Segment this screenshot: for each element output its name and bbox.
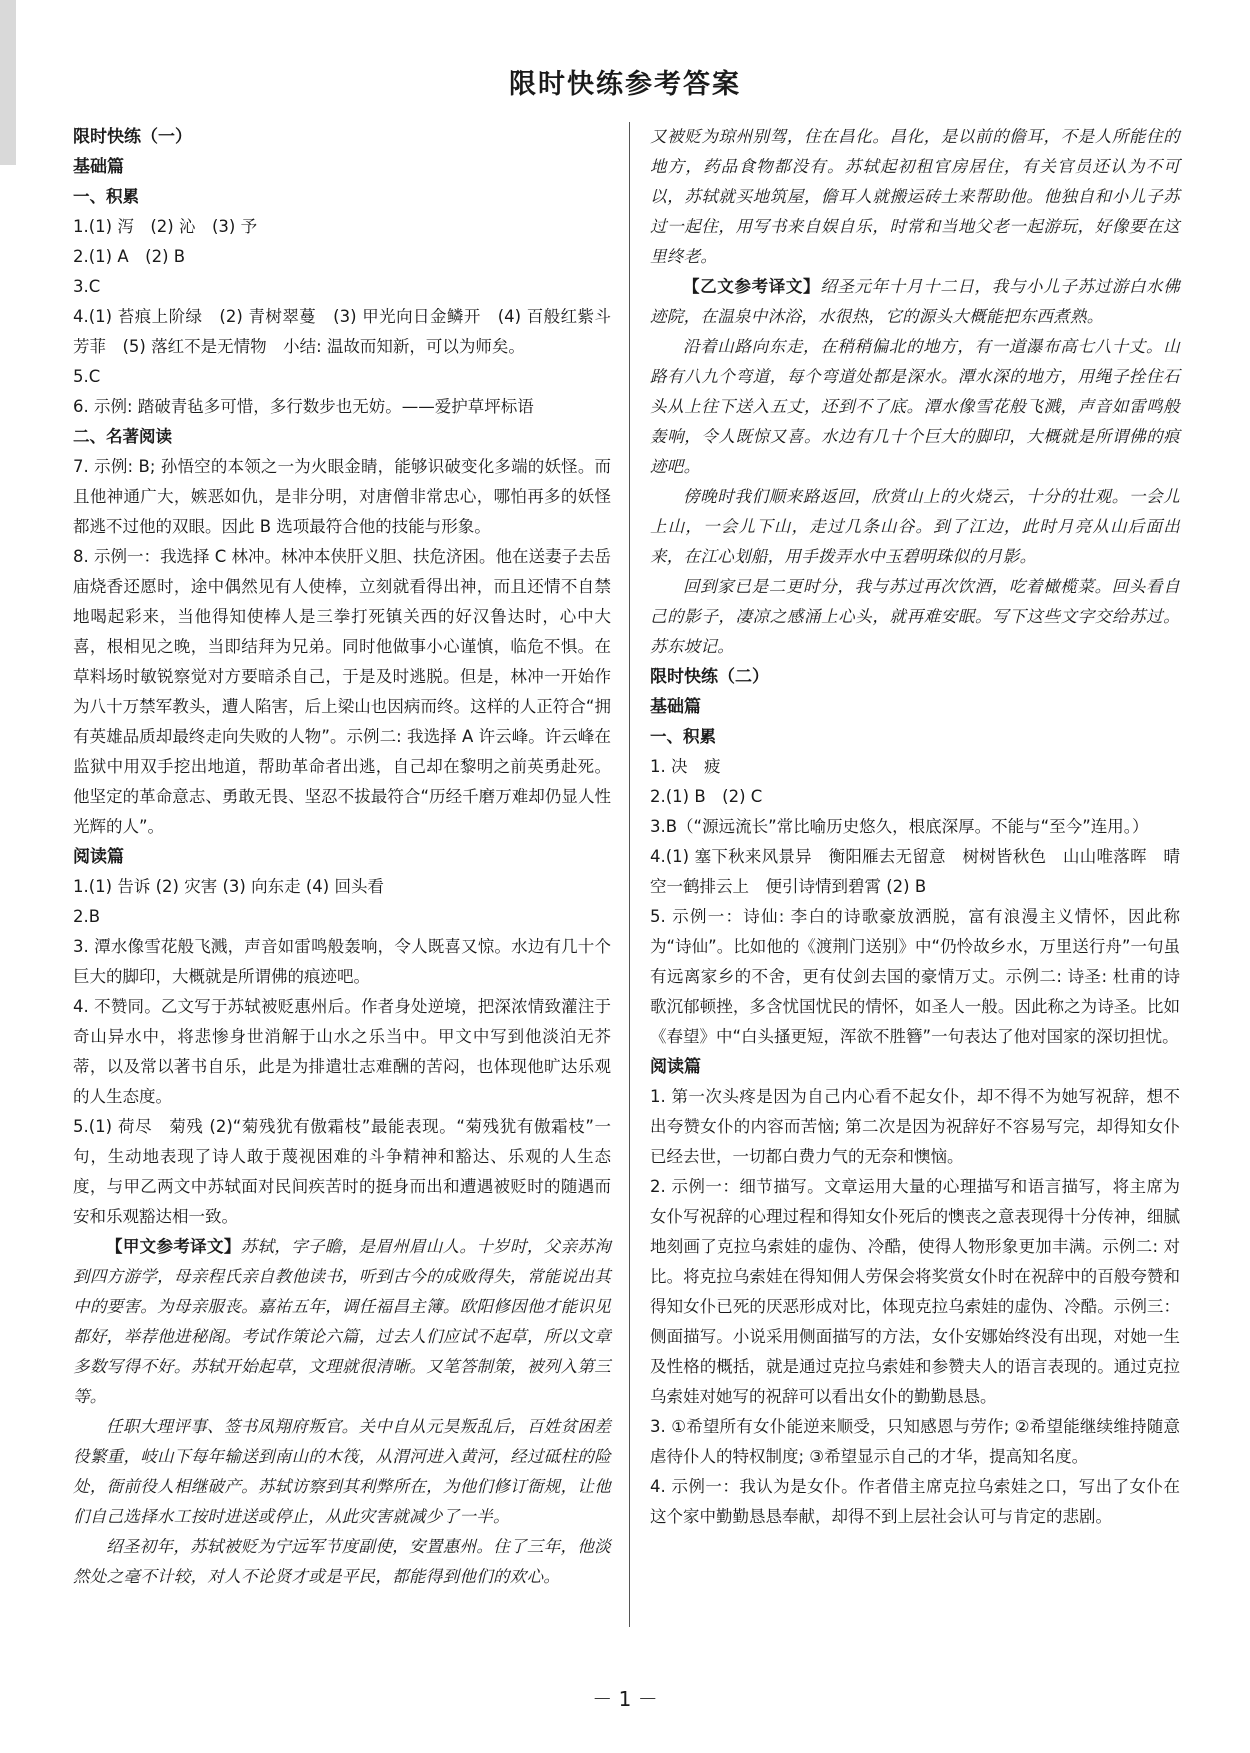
right-column — [650, 122, 1180, 1532]
page-number: － 1 － — [592, 1687, 658, 1711]
reading-answer-1: 1.(1) 告诉 (2) 灾害 (3) 向东走 (4) 回头看 — [73, 877, 384, 896]
part2-section-accumulate: 一、积累 — [650, 727, 716, 746]
part1-heading: 限时快练（一） — [73, 127, 192, 147]
page-title: 限时快练参考答案 — [509, 69, 741, 100]
jia-translation-p1: 【甲文参考译文】苏轼，字子瞻，是眉州眉山人。十岁时，父亲苏洵到四方游学，母亲程氏亲自教他读书，听到古今的成败得失，常能说出其中的要害。为母亲服丧。嘉祐五年，调任福昌主簿。欧阳修因他才能识见都好，举荐他进秘阁。考试作策论六篇，过去人们应试不起草，所以文章多数写得不好。苏轼开始起草，文理就很清晰。又笔答制策，被列入第三等。 — [73, 1237, 611, 1406]
jia-translation-continued: 又被贬为琼州别驾，住在昌化。昌化，是以前的儋耳，不是人所能住的地方，药品食物都没有。苏轼起初租官房居住，有关官员还认为不可以，苏轼就买地筑屋，儋耳人就搬运砖土来帮助他。他独自和小儿子苏过一起住，用写书来自娱自乐，时常和当地父老一起游玩，好像要在这里终老。 — [650, 127, 1180, 266]
part2-answer-2: 2.(1) B (2) C — [650, 787, 763, 806]
part2-reading-answer-1: 1. 第一次头疼是因为自己内心看不起女仆，却不得不为她写祝辞，想不出夸赞女仆的内容而苦恼; 第二次是因为祝辞好不容易写完，却得知女仆已经去世，一切都白费力气的无奈和懊恼。 — [650, 1087, 1180, 1166]
section-accumulate: 一、积累 — [73, 187, 139, 206]
part2-reading-answer-4: 4. 示例一：我认为是女仆。作者借主席克拉乌索娃之口，写出了女仆在这个家中勤勤恳恳奉献，却得不到上层社会认可与肯定的悲剧。 — [650, 1477, 1180, 1526]
answer-4: 4.(1) 苔痕上阶绿 (2) 青树翠蔓 (3) 甲光向日金鳞开 (4) 百般红紫斗芳菲 (5) 落红不是无情物 小结: 温故而知新，可以为师矣。 — [73, 307, 611, 356]
answer-2: 2.(1) A (2) B — [73, 247, 186, 266]
part2-answer-5: 5. 示例一：诗仙: 李白的诗歌豪放洒脱，富有浪漫主义情怀，因此称为“诗仙”。比如他的《渡荆门送别》中“仍怜故乡水，万里送行舟”一句虽有远离家乡的不舍，更有仗剑去国的豪情万丈。示例二: 诗圣: 杜甫的诗歌沉郁顿挫，多含忧国忧民的情怀，如圣人一般。因此称之为诗圣。比如《春望》中“白头搔更短，浑欲不胜簪”一句表达了他对国家的深切担忧。 — [650, 907, 1180, 1046]
part2-reading-heading: 阅读篇 — [650, 1057, 701, 1077]
answer-3: 3.C — [73, 277, 101, 296]
column-divider — [629, 122, 630, 1627]
yi-translation-p3: 傍晚时我们顺来路返回，欣赏山上的火烧云，十分的壮观。一会儿上山，一会儿下山，走过几条山谷。到了江边，此时月亮从山后面出来，在江心划船，用手拨弄水中玉碧明珠似的月影。 — [650, 487, 1180, 566]
reading-answer-4: 4. 不赞同。乙文写于苏轼被贬惠州后。作者身处逆境，把深浓情致灌注于奇山异水中，将悲惨身世消解于山水之乐当中。甲文中写到他淡泊无芥蒂，以及常以著书自乐，此是为排遣壮志难酬的苦闷，也体现他旷达乐观的人生态度。 — [73, 997, 611, 1106]
answer-7: 7. 示例: B; 孙悟空的本领之一为火眼金睛，能够识破变化多端的妖怪。而且他神通广大，嫉恶如仇，是非分明，对唐僧非常忠心，哪怕再多的妖怪都逃不过他的双眼。因此 B 选项最符合他的技能与形象。 — [73, 457, 611, 536]
yi-translation-label: 【乙文参考译文】 — [683, 277, 821, 296]
reading-answer-3: 3. 潭水像雪花般飞溅，声音如雷鸣般轰响，令人既喜又惊。水边有几十个巨大的脚印，大概就是所谓佛的痕迹吧。 — [73, 937, 611, 986]
section-classics: 二、名著阅读 — [73, 427, 172, 446]
answer-1: 1.(1) 泻 (2) 沁 (3) 予 — [73, 217, 258, 236]
part2-basic-heading: 基础篇 — [650, 697, 701, 717]
reading-answer-2: 2.B — [73, 907, 101, 926]
part1-basic-heading: 基础篇 — [73, 157, 124, 177]
part2-answer-1: 1. 决 疲 — [650, 757, 721, 776]
left-column — [73, 122, 611, 1592]
yi-translation-p1: 【乙文参考译文】绍圣元年十月十二日，我与小儿子苏过游白水佛迹院，在温泉中沐浴，水很热，它的源头大概能把东西煮熟。 — [650, 277, 1180, 326]
answer-6: 6. 示例: 踏破青毡多可惜，多行数步也无妨。——爱护草坪标语 — [73, 397, 534, 416]
answer-5: 5.C — [73, 367, 101, 386]
yi-translation-p4: 回到家已是二更时分，我与苏过再次饮酒，吃着橄榄菜。回头看自己的影子，凄凉之感涌上心头，就再难安眠。写下这些文字交给苏过。苏东坡记。 — [650, 577, 1180, 656]
part2-reading-answer-2: 2. 示例一：细节描写。文章运用大量的心理描写和语言描写，将主席为女仆写祝辞的心理过程和得知女仆死后的懊丧之意表现得十分传神，细腻地刻画了克拉乌索娃的虚伪、冷酷，使得人物形象更加丰满。示例二: 对比。将克拉乌索娃在得知佣人劳保会将奖赏女仆时在祝辞中的百般夸赞和得知女仆已死的厌恶形成对比，体现克拉乌索娃的虚伪、冷酷。示例三：侧面描写。小说采用侧面描写的方法，女仆安娜始终没有出现，对她一生及性格的概括，就是通过克拉乌索娃和参赞夫人的语言表现的。通过克拉乌索娃对她写的祝辞可以看出女仆的勤勤恳恳。 — [650, 1177, 1180, 1406]
yi-translation-p2: 沿着山路向东走，在稍稍偏北的地方，有一道瀑布高七八十丈。山路有八九个弯道，每个弯道处都是深水。潭水深的地方，用绳子拴住石头从上往下送入五丈，还到不了底。潭水像雪花般飞溅，声音如雷鸣般轰响，令人既惊又喜。水边有几十个巨大的脚印，大概就是所谓佛的痕迹吧。 — [650, 337, 1180, 476]
part2-answer-4: 4.(1) 塞下秋来风景异 衡阳雁去无留意 树树皆秋色 山山唯落晖 晴空一鹤排云上 便引诗情到碧霄 (2) B — [650, 847, 1180, 896]
part2-heading: 限时快练（二） — [650, 667, 769, 687]
jia-translation-p3: 绍圣初年，苏轼被贬为宁远军节度副使，安置惠州。住了三年，他淡然处之毫不计较，对人不论贤才或是平民，都能得到他们的欢心。 — [73, 1537, 611, 1586]
part2-answer-3: 3.B（“源远流长”常比喻历史悠久，根底深厚。不能与“至今”连用。） — [650, 817, 1149, 836]
jia-translation-p2: 任职大理评事、签书凤翔府叛官。关中自从元昊叛乱后，百姓贫困差役繁重，岐山下每年输送到南山的木筏，从渭河进入黄河，经过砥柱的险处，衙前役人相继破产。苏轼访察到其利弊所在，为他们修订衙规，让他们自己选择水工按时进送或停止，从此灾害就减少了一半。 — [73, 1417, 611, 1526]
jia-translation-label: 【甲文参考译文】 — [106, 1237, 241, 1256]
answer-8: 8. 示例一：我选择 C 林冲。林冲本侠肝义胆、扶危济困。他在送妻子去岳庙烧香还愿时，途中偶然见有人使棒，立刻就看得出神，而且还情不自禁地喝起彩来，当他得知使棒人是三拳打死镇关西的好汉鲁达时，心中大喜，根相见之晚，当即结拜为兄弟。同时他做事小心谨慎，临危不惧。在草料场时敏锐察觉对方要暗杀自己，于是及时逃脱。但是，林冲一开始作为八十万禁军教头，遭人陷害，后上梁山也因病而终。这样的人正符合“拥有英雄品质却最终走向失败的人物”。示例二: 我选择 A 许云峰。许云峰在监狱中用双手挖出地道，帮助革命者出逃，自己却在黎明之前英勇赴死。他坚定的革命意志、勇敢无畏、坚忍不拔最符合“历经千磨万难却仍显人性光辉的人”。 — [73, 547, 611, 836]
part2-reading-answer-3: 3. ①希望所有女仆能逆来顺受，只知感恩与劳作; ②希望能继续维持随意虐待仆人的特权制度; ③希望显示自己的才华，提高知名度。 — [650, 1417, 1180, 1466]
part1-reading-heading: 阅读篇 — [73, 847, 124, 867]
reading-answer-5: 5.(1) 荷尽 菊残 (2)“菊残犹有傲霜枝”最能表现。“菊残犹有傲霜枝”一句，生动地表现了诗人敢于蔑视困难的斗争精神和豁达、乐观的人生态度，与甲乙两文中苏轼面对民间疾苦时的挺身而出和遭遇被贬时的随遇而安和乐观豁达相一致。 — [73, 1117, 611, 1226]
